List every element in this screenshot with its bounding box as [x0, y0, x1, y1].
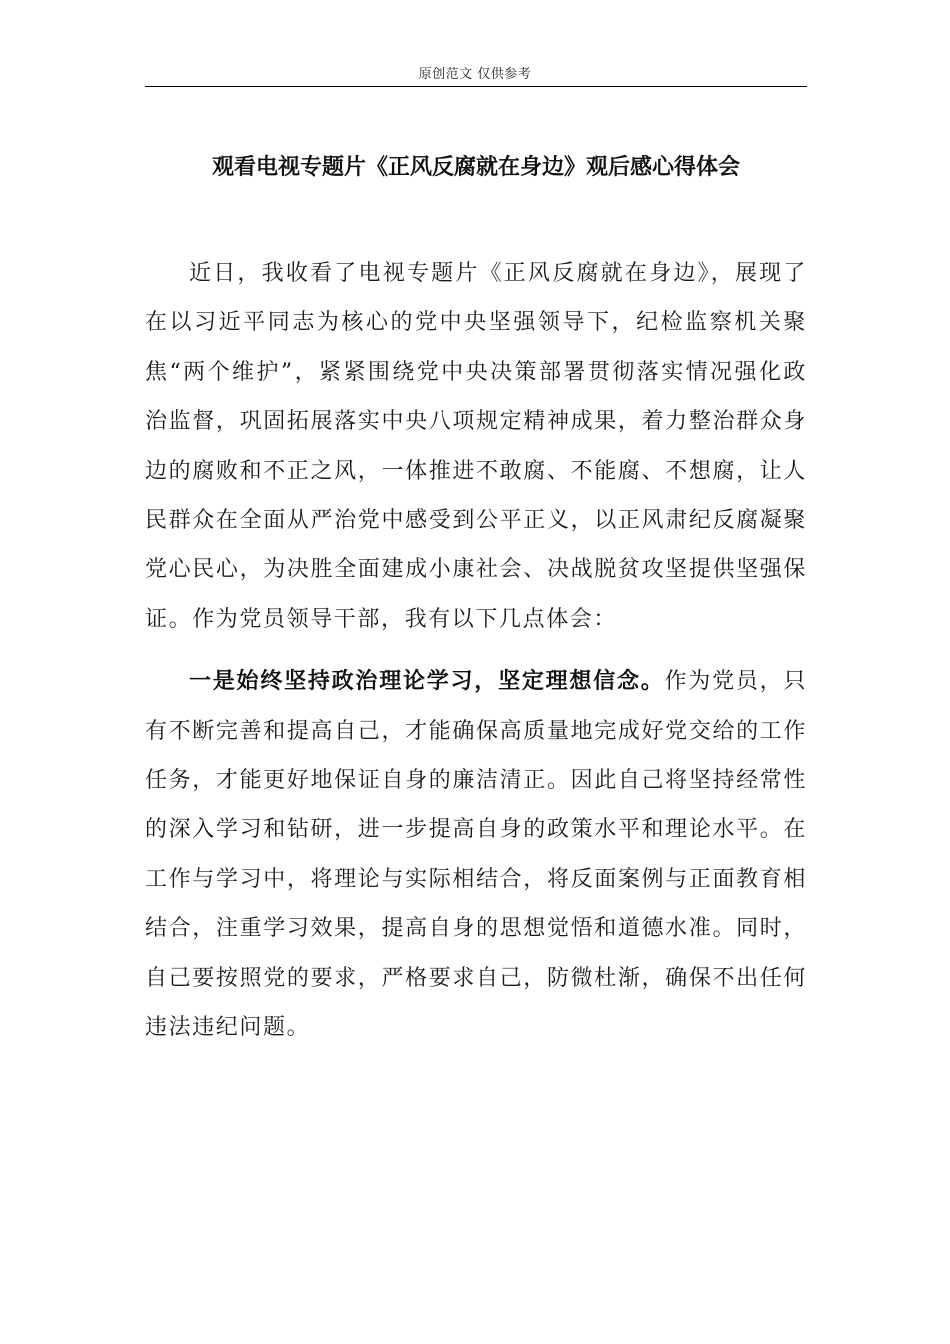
document-body [145, 249, 807, 1053]
paragraph-text: 近日，我收看了电视专题片《正风反腐就在身边》，展现了在以习近平同志为核心的党中央坚强领导下，纪检监察机关聚焦“两个维护”，紧紧围绕党中央决策部署贯彻落实情况强化政治监督，巩固拓展落实中央八项规定精神成果，着力整治群众身边的腐败和不正之风，一体推进不敢腐、不能腐、不想腐，让人民群众在全面从严治党中感受到公平正义，以正风肃纪反腐凝聚党心民心，为决胜全面建成小康社会、决战脱贫攻坚提供坚强保证。作为党员领导干部，我有以下几点体会： [145, 261, 807, 632]
page-header-text: 原创范文 仅供参考 [418, 67, 532, 82]
header-divider [145, 86, 807, 87]
body-paragraph [145, 249, 807, 644]
paragraph-lead: 一是始终坚持政治理论学习，坚定理想信念。 [189, 668, 665, 695]
body-paragraph [145, 657, 807, 1052]
paragraph-text: 作为党员，只有不断完善和提高自己，才能确保高质量地完成好党交给的工作任务，才能更好地保证自身的廉洁清正。因此自己将坚持经常性的深入学习和钻研，进一步提高自身的政策水平和理论水平。在工作与学习中，将理论与实际相结合，将反面案例与正面教育相结合，注重学习效果，提高自身的思想觉悟和道德水准。同时，自己要按照党的要求，严格要求自己，防微杜渐，确保不出任何违法违纪问题。 [145, 669, 807, 1041]
document-title: 观看电视专题片《正风反腐就在身边》观后感心得体会 [211, 153, 740, 180]
